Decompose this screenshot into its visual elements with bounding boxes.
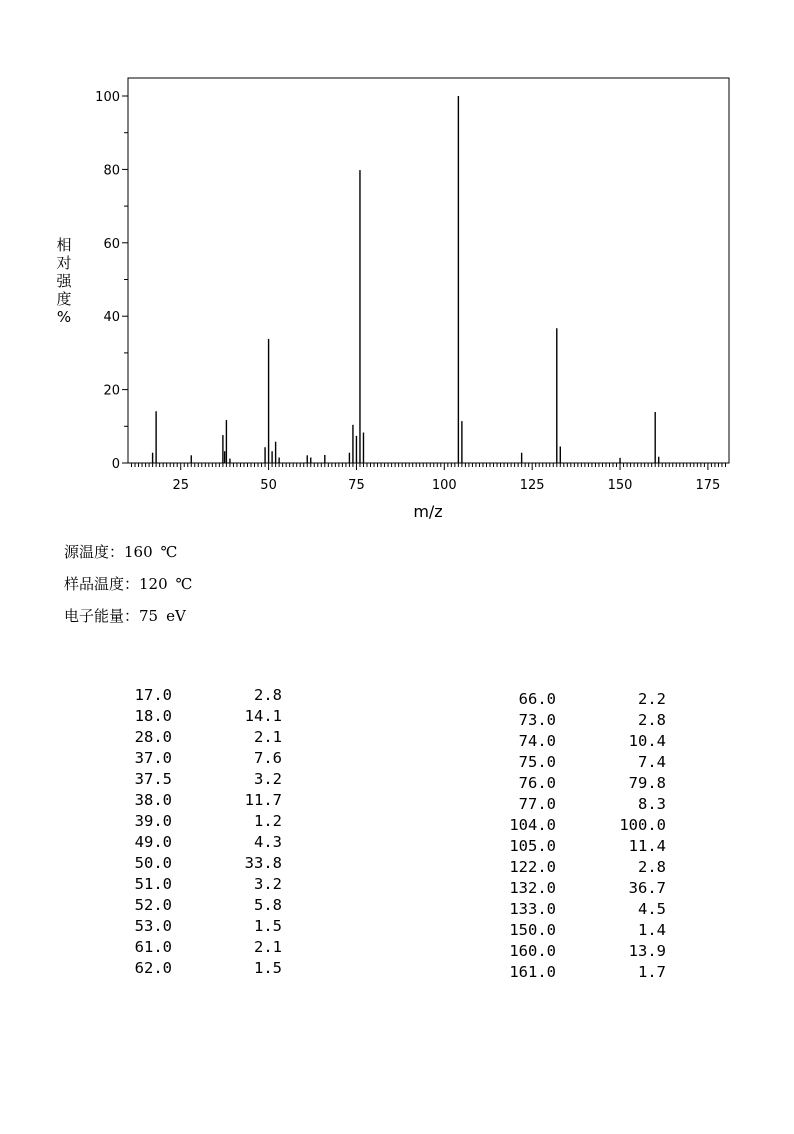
intensity-value: 13.9 [628, 942, 666, 960]
intensity-value: 33.8 [244, 854, 282, 872]
y-tick-label: 80 [103, 163, 120, 179]
intensity-value: 7.4 [638, 753, 666, 771]
mz-value: 122.0 [509, 858, 556, 876]
y-tick-label: 60 [103, 236, 120, 252]
mz-value: 104.0 [509, 816, 556, 834]
intensity-value: 79.8 [628, 774, 666, 792]
intensity-value: 36.7 [628, 879, 666, 897]
mz-value: 66.0 [518, 690, 556, 708]
mz-value: 39.0 [134, 812, 172, 830]
intensity-value: 1.5 [254, 917, 282, 935]
intensity-value: 2.2 [638, 690, 666, 708]
intensity-value: 1.4 [638, 921, 666, 939]
mass-spectrum-chart [0, 0, 794, 530]
peak-bars [153, 96, 659, 463]
x-axis-label: m/z [413, 502, 443, 521]
mz-value: 38.0 [134, 791, 172, 809]
mz-value: 133.0 [509, 900, 556, 918]
mz-value: 161.0 [509, 963, 556, 981]
x-tick-label: 75 [348, 478, 365, 493]
y-tick-label: 40 [103, 310, 120, 326]
intensity-value: 100.0 [619, 816, 666, 834]
mz-value: 150.0 [509, 921, 556, 939]
x-tick-label: 25 [172, 478, 189, 493]
x-tick-label: 50 [260, 478, 277, 493]
x-tick-label: 125 [519, 478, 545, 493]
intensity-value: 1.7 [638, 963, 666, 981]
sample-temperature-value: 120 [139, 575, 168, 593]
intensity-value: 4.3 [254, 833, 282, 851]
intensity-value: 2.1 [254, 728, 282, 746]
intensity-value: 10.4 [628, 732, 666, 750]
mz-value: 76.0 [518, 774, 556, 792]
intensity-value: 5.8 [254, 896, 282, 914]
intensity-value: 3.2 [254, 875, 282, 893]
electron-energy [64, 605, 186, 626]
mz-value: 132.0 [509, 879, 556, 897]
mz-value: 37.5 [134, 770, 172, 788]
intensity-value: 8.3 [638, 795, 666, 813]
x-tick-label: 175 [695, 478, 721, 493]
mz-value: 52.0 [134, 896, 172, 914]
mz-value: 74.0 [518, 732, 556, 750]
mz-value: 18.0 [134, 707, 172, 725]
sample-temperature-label: 样品温度： [64, 575, 140, 593]
sample-temperature [64, 573, 192, 594]
y-tick-label: 20 [103, 383, 120, 399]
mz-value: 77.0 [518, 795, 556, 813]
y-tick-label: 0 [111, 457, 120, 472]
electron-energy-value: 75 [139, 607, 159, 625]
x-tick-label: 100 [431, 478, 457, 493]
source-temperature-value: 160 [124, 543, 153, 561]
mz-value: 51.0 [134, 875, 172, 893]
plot-frame [128, 78, 729, 463]
mz-value: 53.0 [134, 917, 172, 935]
mz-value: 73.0 [518, 711, 556, 729]
x-tick-label: 150 [607, 478, 633, 493]
mz-value: 75.0 [518, 753, 556, 771]
electron-energy-label: 电子能量： [64, 607, 140, 625]
mz-value: 50.0 [134, 854, 172, 872]
mz-value: 17.0 [134, 686, 172, 704]
mz-value: 62.0 [134, 959, 172, 977]
intensity-value: 2.1 [254, 938, 282, 956]
axis-ticks [122, 96, 725, 470]
mz-value: 49.0 [134, 833, 172, 851]
tick-labels [95, 90, 720, 493]
intensity-value: 2.8 [638, 858, 666, 876]
intensity-value: 4.5 [638, 900, 666, 918]
intensity-value: 3.2 [254, 770, 282, 788]
mz-value: 61.0 [134, 938, 172, 956]
intensity-value: 1.2 [254, 812, 282, 830]
intensity-value: 1.5 [254, 959, 282, 977]
mz-value: 160.0 [509, 942, 556, 960]
source-temperature-unit: ℃ [160, 543, 178, 561]
intensity-value: 11.7 [244, 791, 282, 809]
y-tick-label: 100 [95, 90, 120, 105]
electron-energy-unit: eV [166, 607, 186, 625]
intensity-value: 2.8 [638, 711, 666, 729]
intensity-value: 7.6 [254, 749, 282, 767]
intensity-value: 14.1 [244, 707, 282, 725]
source-temperature [64, 541, 177, 562]
mz-value: 37.0 [134, 749, 172, 767]
mz-value: 105.0 [509, 837, 556, 855]
source-temperature-label: 源温度： [64, 543, 125, 561]
mz-value: 28.0 [134, 728, 172, 746]
sample-temperature-unit: ℃ [175, 575, 193, 593]
intensity-value: 2.8 [254, 686, 282, 704]
y-axis-label: 相对强度% [56, 236, 72, 326]
intensity-value: 11.4 [628, 837, 666, 855]
